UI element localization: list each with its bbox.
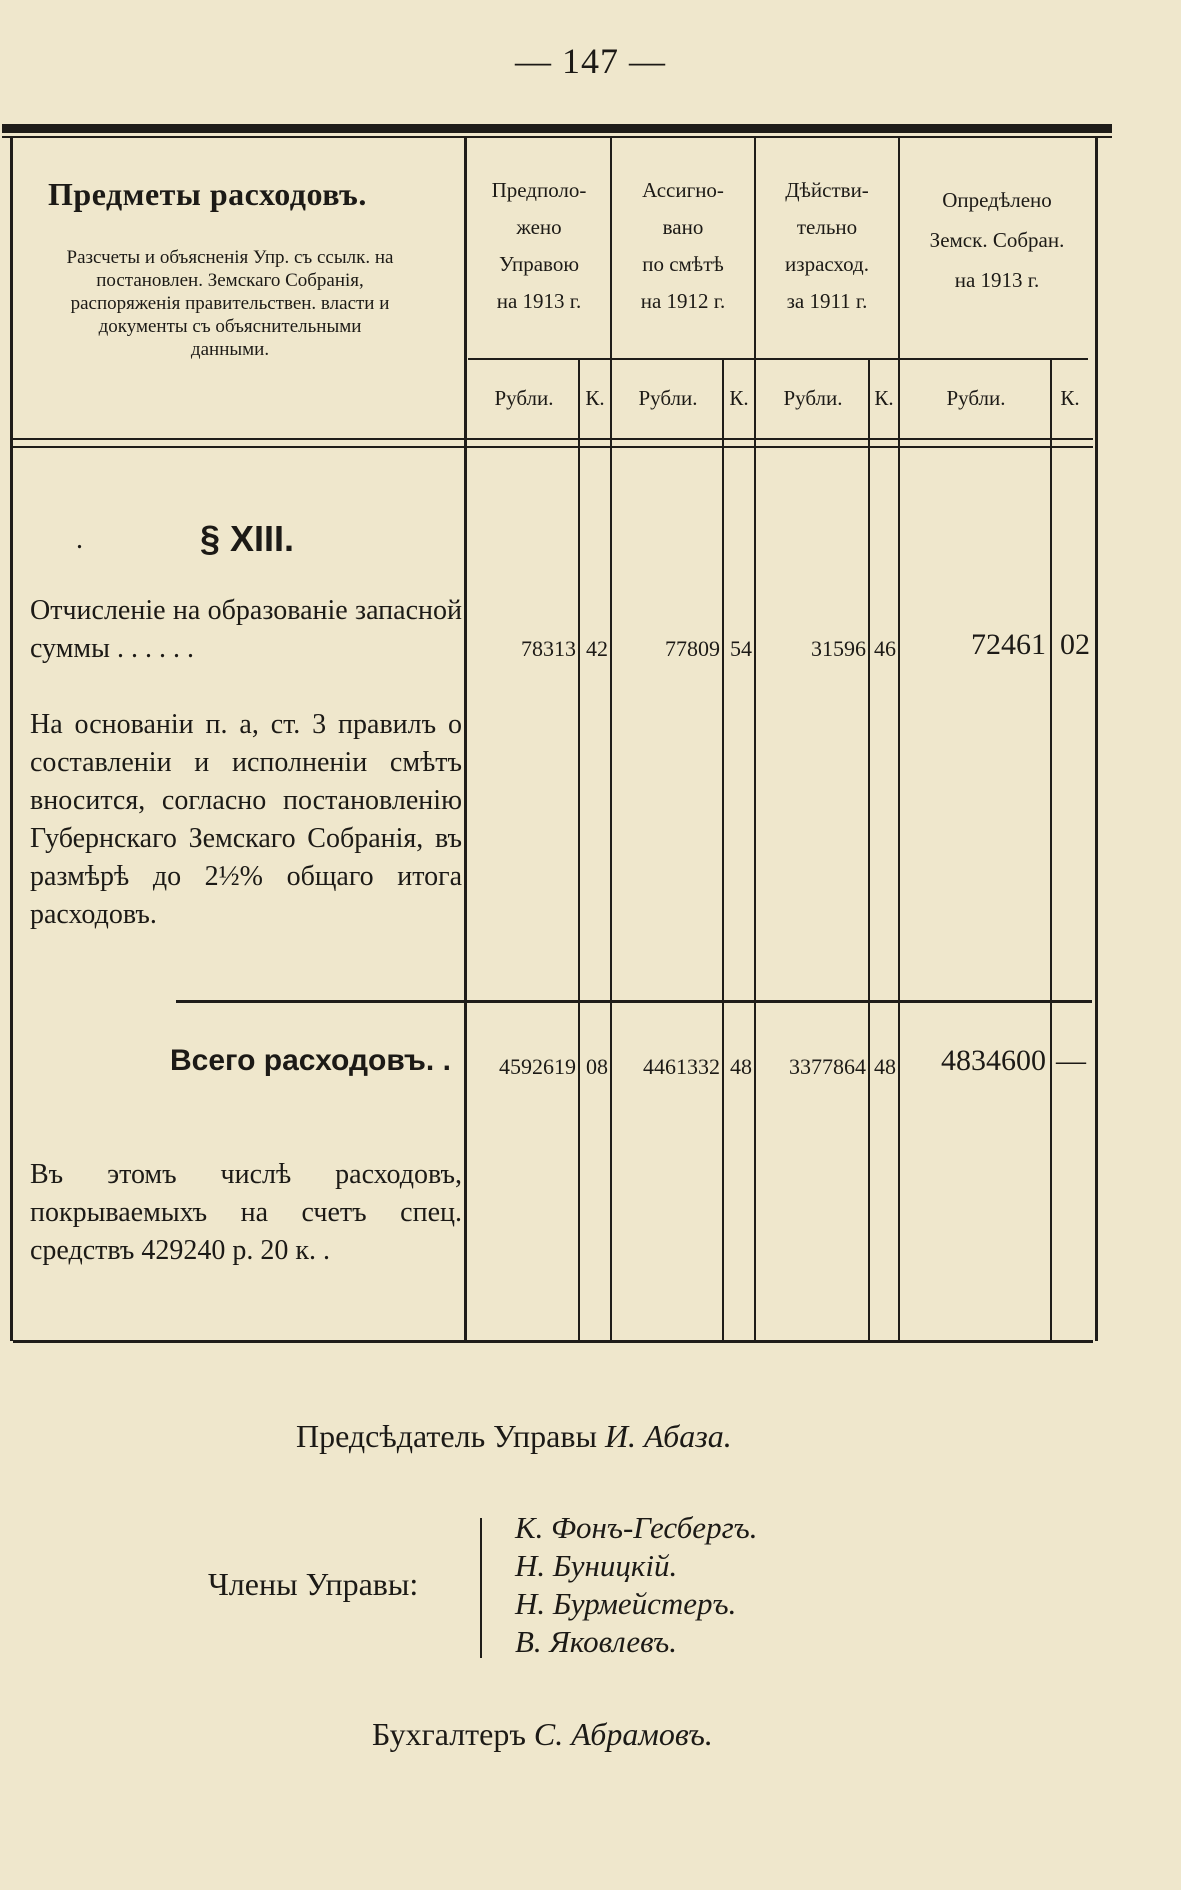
col-divider-3 [898, 138, 900, 1341]
members-brace [480, 1518, 488, 1658]
total-label: Всего расходовъ. . [170, 1044, 451, 1077]
total-determined-rubles: 4834600 [941, 1044, 1046, 1077]
item-note: На основаніи п. а, ст. 3 правилъ о составленіи и исполненіи смѣтъ вносится, согласно постановленію Губернскаго Земскаго Собранія, въ размѣрѣ до 2½% общаго итога расходовъ. [30, 709, 462, 930]
chairman-name: И. Абаза. [604, 1418, 732, 1454]
column-header-line: Опредѣлено [942, 188, 1052, 212]
col-divider-1-k [578, 358, 580, 1341]
column-header-line: жено [516, 215, 562, 239]
col-divider-2-k [722, 358, 724, 1341]
column-header-line: Управою [498, 252, 580, 276]
value-proposed-rubles: 78313 [521, 636, 576, 661]
column-header-line: вано [662, 215, 704, 239]
column-header-determined [904, 180, 1090, 300]
accountant-title: Бухгалтеръ [372, 1716, 526, 1752]
column-header-line: на 1913 г. [954, 268, 1040, 292]
totals-rule [176, 1000, 1092, 1003]
col-divider-3-k [868, 358, 870, 1341]
total-actual-kopecks: 48 [874, 1054, 896, 1079]
member-name: В. Яковлевъ. [515, 1624, 678, 1659]
unit-kopecks: К. [1060, 386, 1080, 410]
unit-kopecks: К. [874, 386, 894, 410]
chairman-line [296, 1418, 732, 1455]
column-header-line: Земск. Собран. [929, 228, 1065, 252]
value-determined-kopecks: 02 [1060, 628, 1090, 661]
table-bottom-rule [13, 1340, 1093, 1343]
accountant-line [372, 1716, 713, 1753]
value-determined-rubles: 72461 [971, 628, 1046, 661]
chairman-title: Предсѣдатель Управы [296, 1418, 597, 1454]
header-bottom-rule-2 [13, 446, 1093, 448]
margin-dot: . [76, 524, 83, 555]
unit-kopecks: К. [729, 386, 749, 410]
unit-rubles: Рубли. [494, 386, 554, 410]
column-header-line: за 1911 г. [786, 289, 868, 313]
header-bottom-rule [13, 438, 1093, 440]
value-assigned-rubles: 77809 [665, 636, 720, 661]
member-name: Н. Буницкій. [515, 1548, 678, 1583]
accountant-name: С. Абрамовъ. [533, 1716, 713, 1752]
column-header-line: израсход. [785, 252, 869, 276]
column-header-assigned [614, 172, 752, 320]
value-actual-kopecks: 46 [874, 636, 896, 661]
col-divider-desc [464, 138, 467, 1341]
column-header-proposed [470, 172, 608, 320]
col-divider-2 [754, 138, 756, 1341]
unit-kopecks: К. [585, 386, 605, 410]
column-header-line: на 1912 г. [640, 289, 726, 313]
col-divider-1 [610, 138, 612, 1341]
unit-rubles: Рубли. [783, 386, 843, 410]
members-label: Члены Управы: [208, 1566, 419, 1602]
header-subrule [468, 358, 1088, 360]
value-proposed-kopecks: 42 [586, 636, 608, 661]
total-actual-rubles: 3377864 [789, 1054, 866, 1079]
total-assigned-rubles: 4461332 [643, 1054, 720, 1079]
member-name: К. Фонъ-Гесбергъ. [515, 1510, 758, 1545]
header-description: Разсчеты и объясненія Упр. съ ссылк. на постановлен. Земскаго Собранія, распоряженія правительствен. власти и документы съ объяснительными данными. [66, 247, 394, 360]
column-header-line: тельно [796, 215, 858, 239]
unit-rubles: Рубли. [946, 386, 1006, 410]
value-actual-rubles: 31596 [811, 636, 866, 661]
value-assigned-kopecks: 54 [730, 636, 752, 661]
column-header-line: по смѣтѣ [642, 252, 724, 276]
item-title: Отчисленіе на образованіе запасной суммы . . . . . . [30, 595, 462, 664]
column-header-line: Ассигно- [642, 178, 724, 202]
top-rule [2, 124, 1112, 133]
total-proposed-rubles: 4592619 [499, 1054, 576, 1079]
section-mark: § XIII. [200, 518, 295, 559]
page-title: Предметы расходовъ. [48, 176, 367, 212]
total-determined-kopecks: — [1056, 1044, 1086, 1077]
page-number: — 147 — [515, 41, 666, 81]
column-header-actual [758, 172, 896, 320]
total-proposed-kopecks: 08 [586, 1054, 608, 1079]
col-divider-4-k [1050, 358, 1052, 1341]
column-header-line: на 1913 г. [496, 289, 582, 313]
unit-rubles: Рубли. [638, 386, 698, 410]
column-header-line: Предполо- [491, 178, 587, 202]
member-name: Н. Бурмейстеръ. [515, 1586, 737, 1621]
total-assigned-kopecks: 48 [730, 1054, 752, 1079]
total-note: Въ этомъ числѣ расходовъ, покрываемыхъ на счетъ спец. средствъ 429240 р. 20 к. . [30, 1159, 462, 1266]
column-header-line: Дѣйстви- [785, 178, 869, 202]
